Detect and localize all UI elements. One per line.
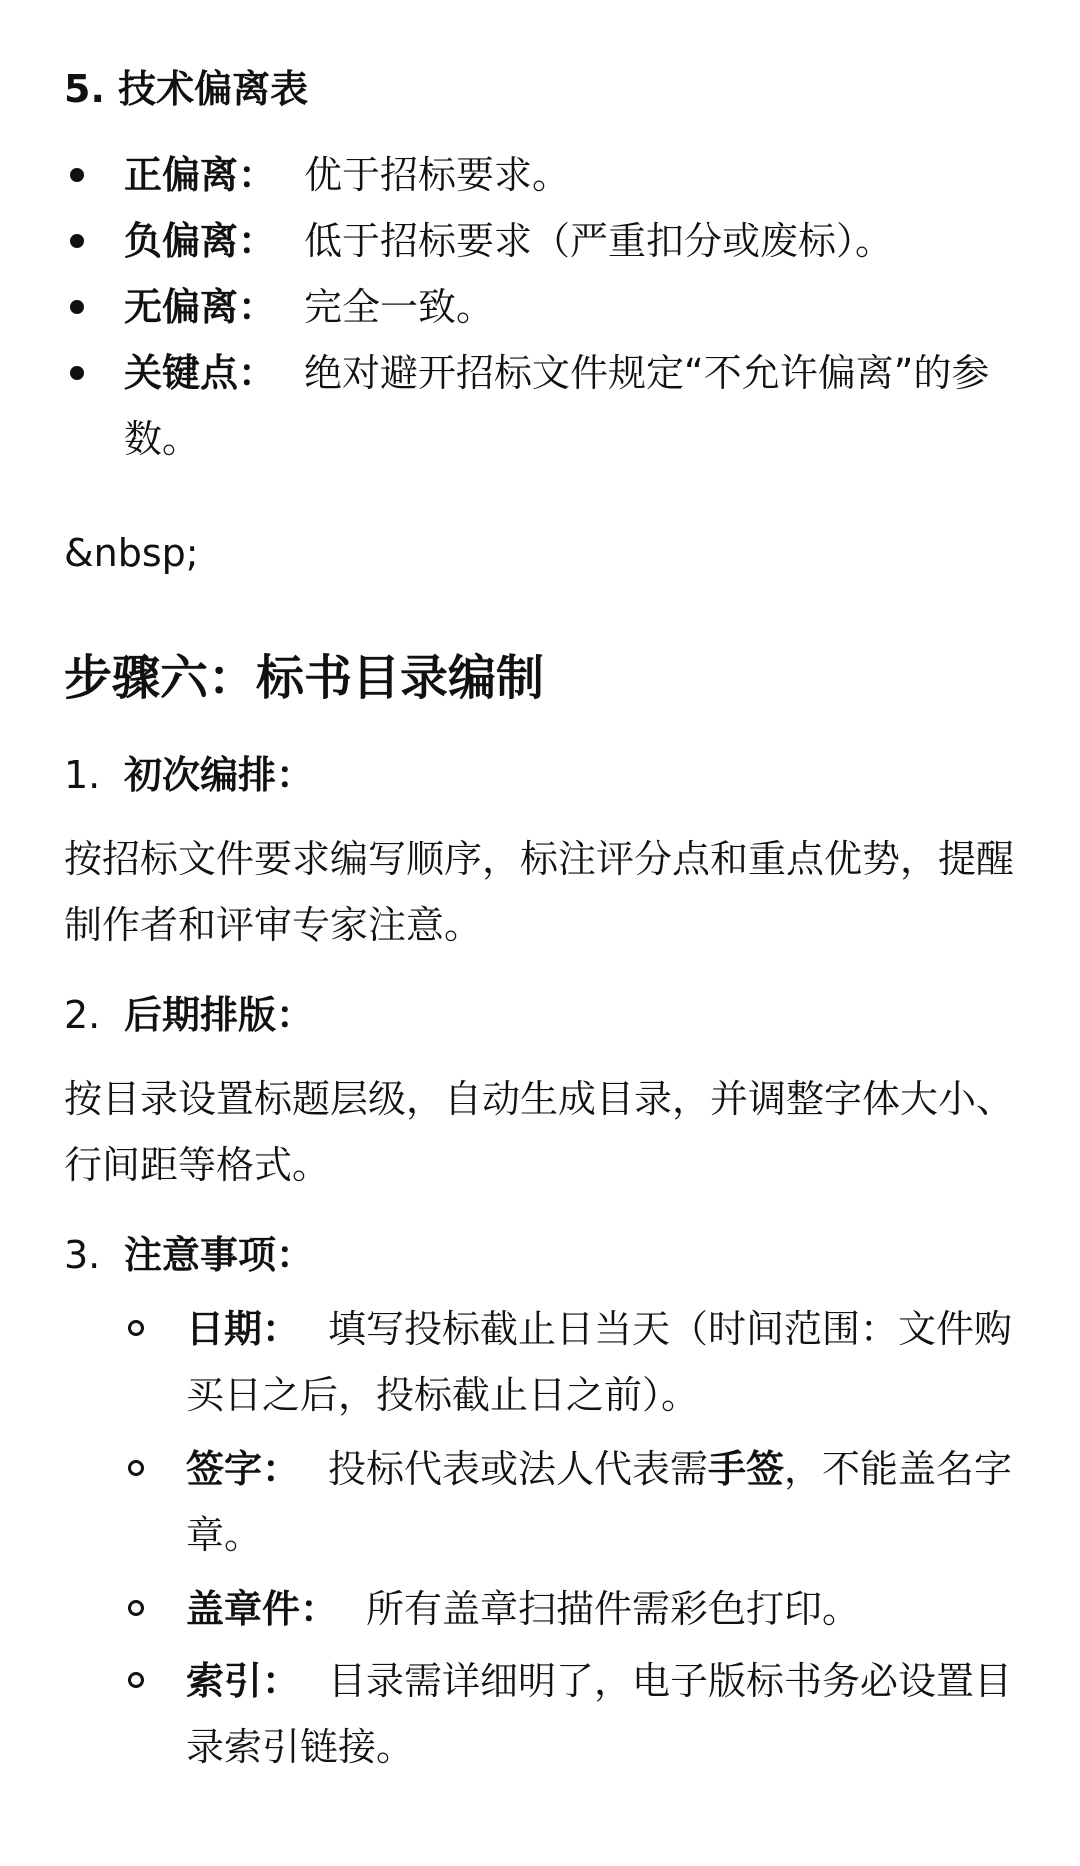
- bullet-text: 低于招标要求（严重扣分或废标）。: [304, 219, 894, 263]
- bullet-text: 完全一致。: [304, 285, 495, 329]
- item-paragraph: 按招标文件要求编写顺序，标注评分点和重点优势，提醒制作者和评审专家注意。: [64, 837, 1015, 947]
- sub-item-label: 签字：: [186, 1447, 301, 1491]
- bullet-dot-icon: [70, 234, 84, 248]
- sub-item-text-after: ，不能盖名字章。: [186, 1447, 1013, 1557]
- sub-item-text-before: 投标代表或法人代表需: [328, 1447, 709, 1491]
- sub-item-label: 盖章件：: [186, 1587, 339, 1631]
- nbsp-text: &nbsp;: [64, 531, 199, 575]
- sub-item-text: 目录需详细明了，电子版标书务必设置目录索引链接。: [186, 1659, 1013, 1769]
- item-number: 3.: [64, 1233, 101, 1277]
- sub-item-text: 所有盖章扫描件需彩色打印。: [366, 1587, 861, 1631]
- item-title: 初次编排：: [124, 753, 315, 797]
- section-heading: 步骤六：标书目录编制: [64, 650, 545, 706]
- item-title: 注意事项：: [124, 1233, 315, 1277]
- bullet-circle-icon: [128, 1460, 144, 1476]
- item-number: 1.: [64, 753, 101, 797]
- sub-item-text-bold: 手签: [708, 1447, 785, 1491]
- bullet-text: 绝对避开招标文件规定“不允许偏离”的参数。: [124, 351, 990, 461]
- section-title: 5. 技术偏离表: [64, 67, 309, 111]
- bullet-circle-icon: [128, 1320, 144, 1336]
- bullet-circle-icon: [128, 1600, 144, 1616]
- bullet-dot-icon: [70, 366, 84, 380]
- item-paragraph: 按目录设置标题层级，自动生成目录，并调整字体大小、行间距等格式。: [64, 1077, 1015, 1187]
- sub-item-label: 日期：: [186, 1307, 301, 1351]
- bullet-text: 优于招标要求。: [304, 153, 571, 197]
- item-title: 后期排版：: [124, 993, 315, 1037]
- bullet-label: 正偏离：: [124, 153, 277, 197]
- bullet-label: 负偏离：: [124, 219, 277, 263]
- sub-item-label: 索引：: [186, 1659, 301, 1703]
- bullet-circle-icon: [128, 1672, 144, 1688]
- bullet-label: 关键点：: [124, 351, 277, 395]
- bullet-dot-icon: [70, 168, 84, 182]
- sub-item-text: 填写投标截止日当天（时间范围：文件购买日之后，投标截止日之前）。: [186, 1307, 1013, 1417]
- item-number: 2.: [64, 993, 101, 1037]
- bullet-label: 无偏离：: [124, 285, 277, 329]
- bullet-dot-icon: [70, 300, 84, 314]
